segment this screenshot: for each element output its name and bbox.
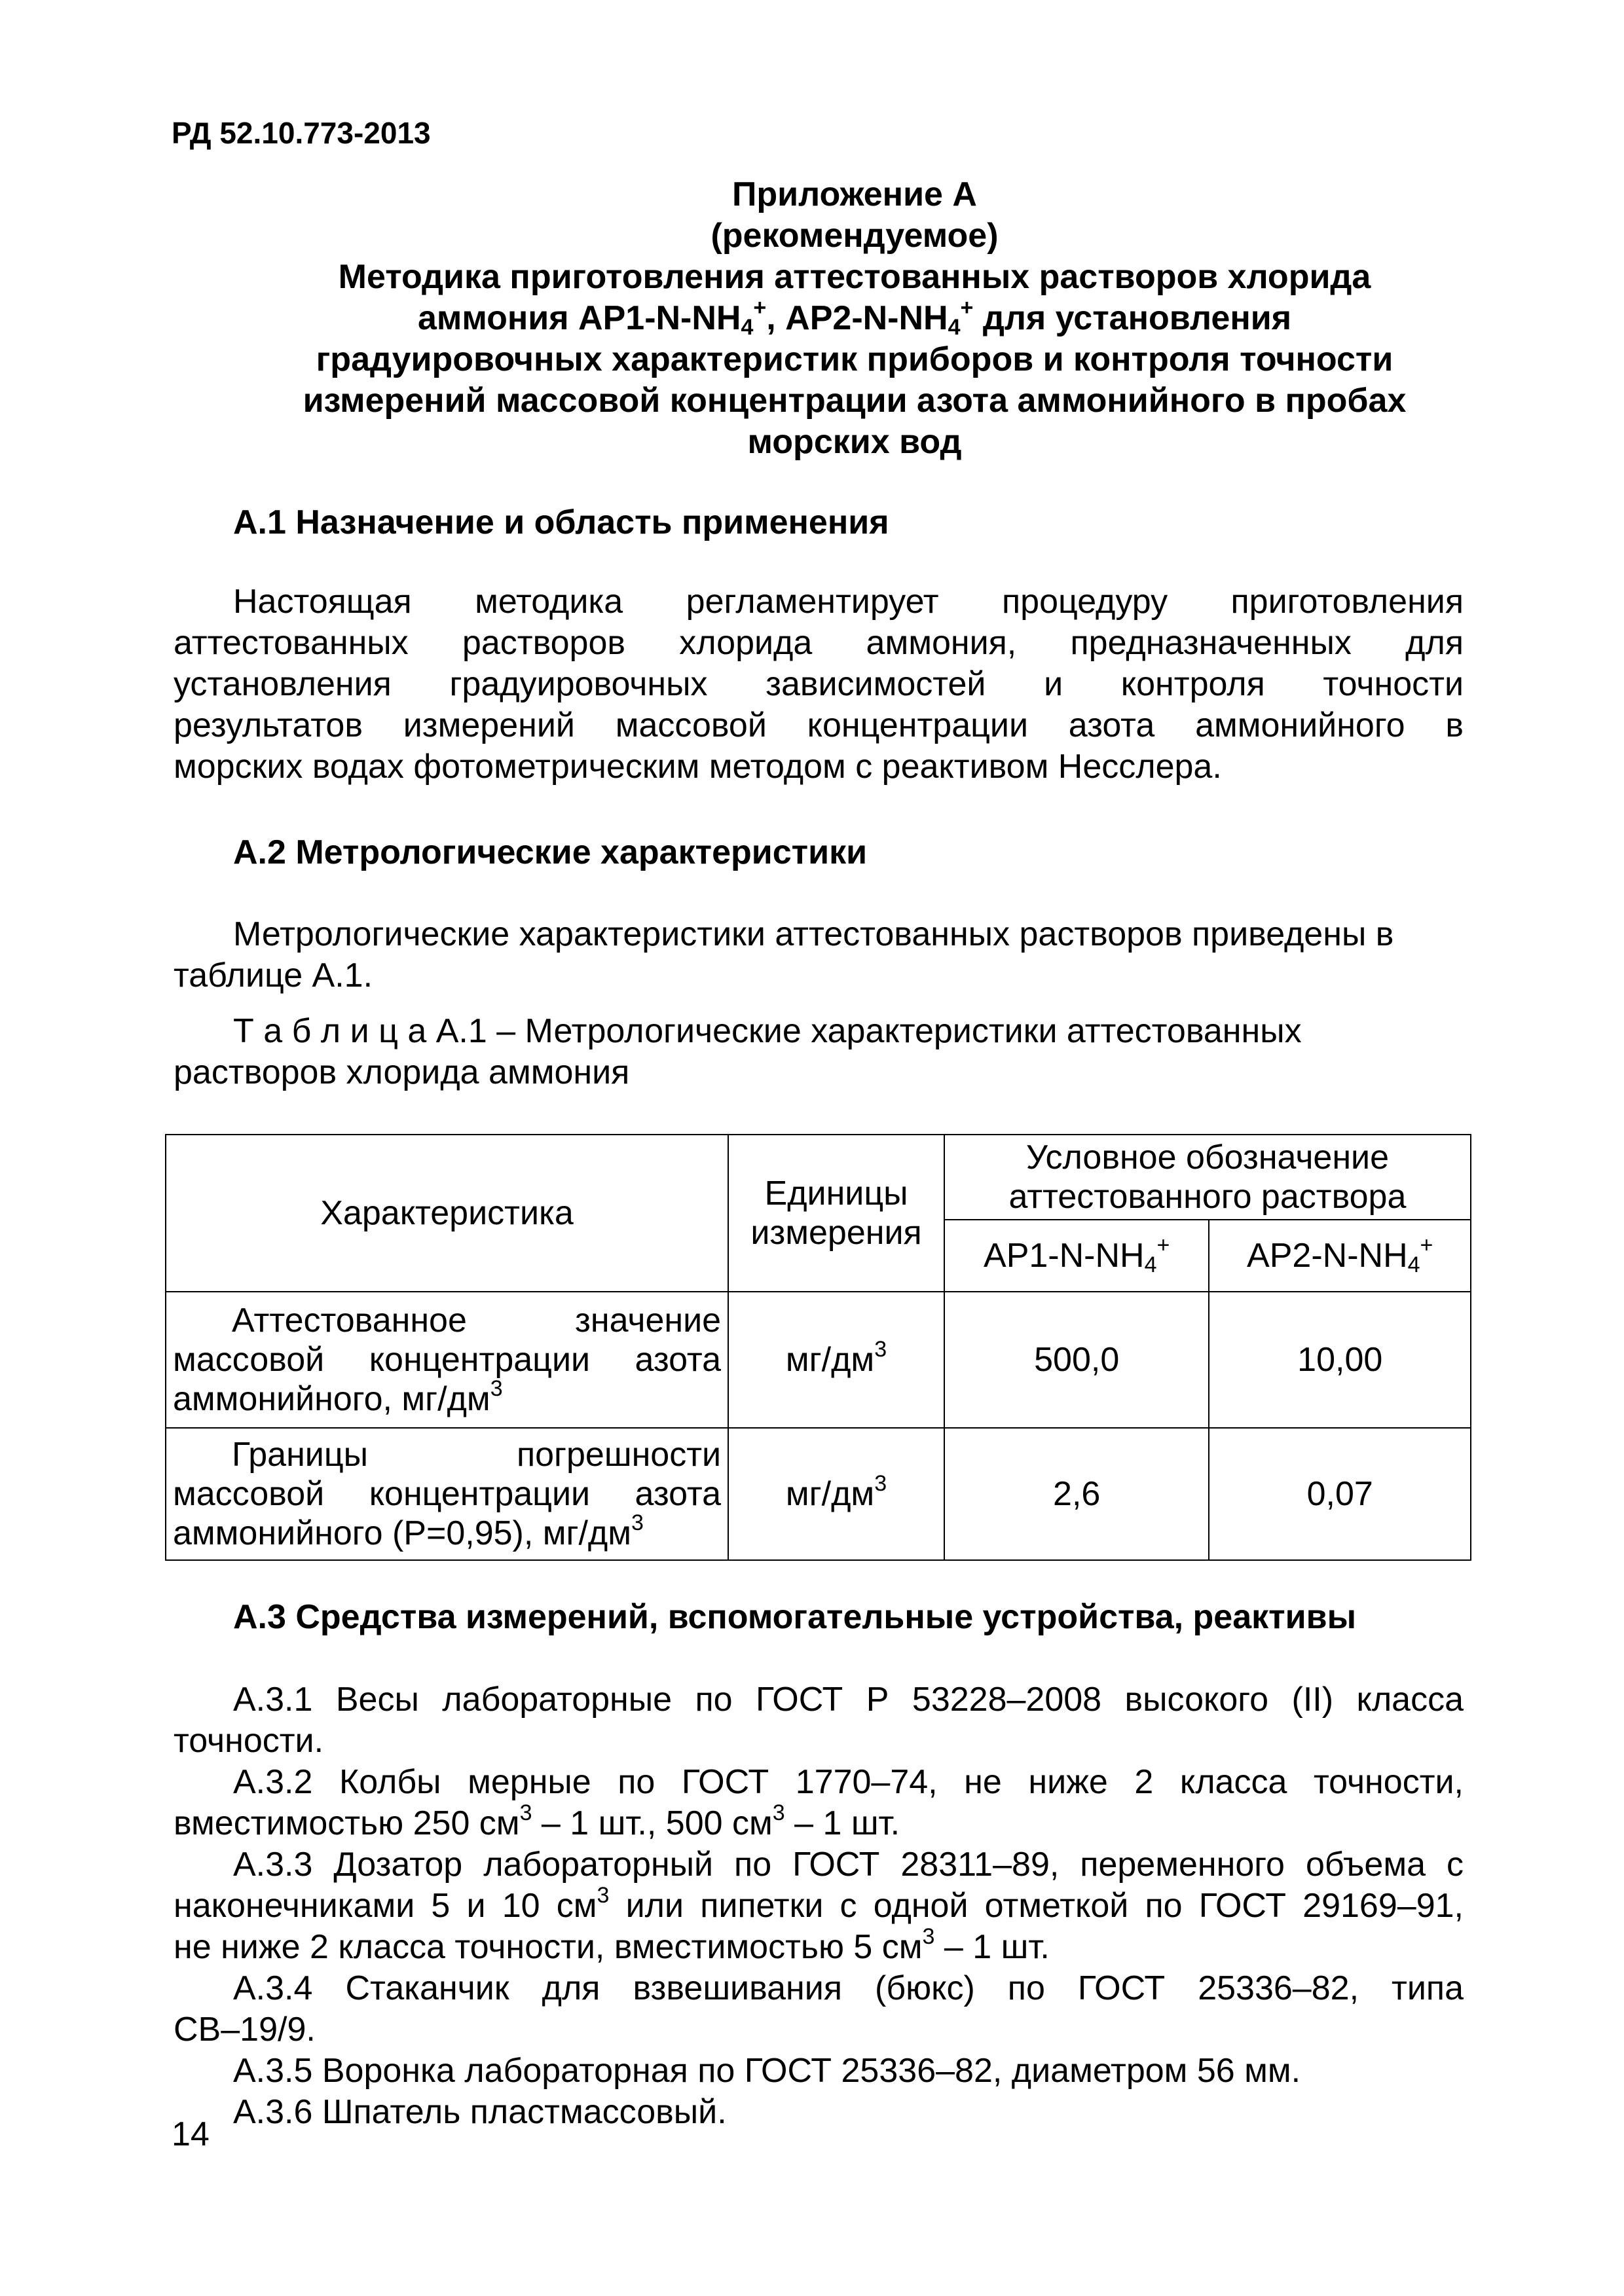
appendix-heading-line-4: измерений массовой концентрации азота аммонийного в пробах bbox=[303, 382, 1407, 420]
table-caption-line-2: растворов хлорида аммония bbox=[174, 1053, 630, 1091]
item-a36: А.3.6 Шпатель пластмассовый. bbox=[233, 2093, 727, 2131]
row-unit: $мг/дм^3$ bbox=[728, 1292, 944, 1428]
header-units: Единицы измерения bbox=[728, 1135, 944, 1292]
row-ap2-value: 0,07 bbox=[1209, 1428, 1471, 1560]
row-ap1-value: 500,0 bbox=[944, 1292, 1209, 1428]
item-a33-line-3: не ниже 2 класса точности, вместимостью 5 $см^3 - 1$ шт. bbox=[174, 1924, 1050, 1966]
section-a1-text bbox=[174, 581, 1464, 788]
text-line: Метрологические характеристики аттестованных растворов приведены в bbox=[233, 915, 1394, 953]
appendix-heading-line-3: градуировочных характеристик приборов и контроля точности bbox=[316, 340, 1393, 378]
text-line: Настоящая методика регламентирует процедуру приготовления bbox=[233, 583, 1464, 621]
item-a32-line-1: А.3.2 Колбы мерные по ГОСТ 1770–74, не ниже 2 класса точности, bbox=[233, 1763, 1464, 1801]
table-caption-line-1: Т а б л и ц а А.1 – Метрологические характеристики аттестованных bbox=[233, 1012, 1302, 1050]
section-a3-text bbox=[174, 1679, 1464, 2133]
row-characteristic: Аттестованное значение массовой концентрации азота аммонийного, $мг/дм^3$ bbox=[166, 1292, 728, 1428]
row-characteristic: Границы погрешности массовой концентрации азота аммонийного (Р=0,95), $мг/дм^3$ bbox=[166, 1428, 728, 1560]
table-row bbox=[166, 1428, 1471, 1560]
row-ap1-value: 2,6 bbox=[944, 1428, 1209, 1560]
metrological-characteristics-table bbox=[165, 1134, 1471, 1561]
table-caption bbox=[174, 1011, 1464, 1093]
item-a35: А.3.5 Воронка лабораторная по ГОСТ 25336–82, диаметром 56 мм. bbox=[233, 2052, 1301, 2090]
appendix-title: Приложение А bbox=[732, 175, 977, 213]
appendix-status: (рекомендуемое) bbox=[710, 217, 999, 255]
text-line: аттестованных растворов хлорида аммония, предназначенных для bbox=[174, 624, 1464, 662]
appendix-heading-line-5: морских вод bbox=[747, 423, 962, 461]
text-line: результатов измерений массовой концентрации азота аммонийного в bbox=[174, 706, 1464, 744]
section-a2-text bbox=[174, 914, 1464, 996]
text-line: таблице А.1. bbox=[174, 957, 373, 994]
header-ap1: $АР1-N-NH_4^+$ bbox=[944, 1220, 1209, 1292]
text-line: морских водах фотометрическим методом с реактивом Несслера. bbox=[174, 748, 1222, 786]
header-ap2: $АР2-N-NH_4^+$ bbox=[1209, 1220, 1471, 1292]
item-a34-line-2: СВ–19/9. bbox=[174, 2011, 316, 2049]
table-header-row bbox=[166, 1135, 1471, 1220]
section-a2-heading: А.2 Метрологические характеристики bbox=[233, 833, 868, 871]
item-a31-line-1: А.3.1 Весы лабораторные по ГОСТ Р 53228–2008 высокого (II) класса bbox=[233, 1681, 1464, 1719]
table-row bbox=[166, 1292, 1471, 1428]
section-a1-heading: А.1 Назначение и область применения bbox=[233, 503, 889, 541]
item-a34-line-1: А.3.4 Стаканчик для взвешивания (бюкс) по ГОСТ 25336–82, типа bbox=[233, 1969, 1464, 2007]
section-a3-heading: А.3 Средства измерений, вспомогательные устройства, реактивы bbox=[233, 1598, 1356, 1636]
header-designation: Условное обозначение аттестованного раствора bbox=[944, 1135, 1471, 1220]
text-line: установления градуировочных зависимостей и контроля точности bbox=[174, 665, 1464, 703]
item-a33-line-2: наконечниками 5 и 10 $см^3$ или пипетки с одной отметкой по ГОСТ 29169–91, bbox=[174, 1883, 1464, 1925]
item-a31-line-2: точности. bbox=[174, 1722, 324, 1760]
header-characteristic: Характеристика bbox=[166, 1135, 728, 1292]
row-ap2-value: 10,00 bbox=[1209, 1292, 1471, 1428]
appendix-heading-line-2: аммония $АР1-N-NH_4^+$, $АР2-N-NH_4^+$ для установления bbox=[417, 295, 1292, 340]
item-a32-line-2: вместимостью 250 $см^3 - 1$ шт., 500 $см^3 - 1$ шт. bbox=[174, 1800, 900, 1842]
item-a33-line-1: А.3.3 Дозатор лабораторный по ГОСТ 28311–89, переменного объема с bbox=[233, 1846, 1464, 1884]
row-unit: $мг/дм^3$ bbox=[728, 1428, 944, 1560]
page-number: 14 bbox=[172, 2115, 210, 2153]
document-code: РД 52.10.773-2013 bbox=[172, 116, 431, 150]
appendix-title-block bbox=[242, 174, 1467, 463]
appendix-heading-line-1: Методика приготовления аттестованных растворов хлорида bbox=[338, 258, 1371, 296]
